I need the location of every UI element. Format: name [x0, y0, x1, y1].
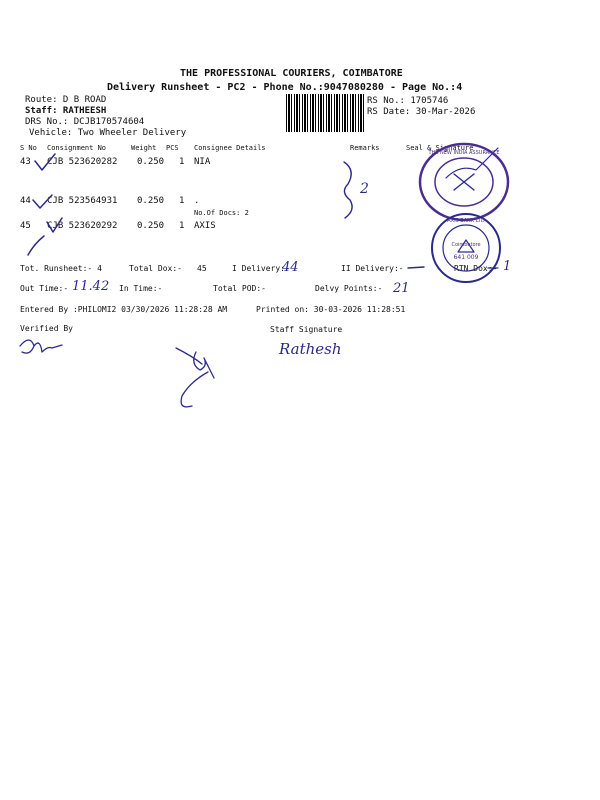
verified-by-signature — [20, 340, 62, 353]
route-label: Route: D B ROAD — [25, 95, 107, 105]
stamp2-pin: 641 009 — [453, 254, 479, 261]
remarks-bracket — [344, 162, 352, 218]
row-pcs: 1 — [179, 157, 185, 167]
insurance-seal-stamp — [416, 140, 512, 224]
bank-seal-stamp — [430, 212, 502, 284]
rs-date: RS Date: 30-Mar-2026 — [367, 107, 476, 117]
col-remarks: Remarks — [350, 144, 380, 152]
total-dox-value: 45 — [197, 264, 207, 273]
row-docs-note: No.Of Docs: 2 — [194, 209, 249, 217]
middle-signature — [176, 348, 214, 407]
barcode — [286, 94, 364, 132]
col-consignment: Consignment No — [47, 144, 107, 152]
row-pcs: 1 — [179, 196, 185, 206]
col-weight: Weight — [131, 144, 157, 152]
row-consignee: AXIS — [194, 221, 216, 231]
total-pod-label: Total POD:- — [213, 284, 266, 293]
out-time-label: Out Time:- — [20, 284, 69, 293]
tot-runsheet: Tot. Runsheet:- 4 — [20, 264, 102, 273]
row-consignment: CJB 523620292 — [47, 221, 118, 231]
entered-by: Entered By :PHILOMI2 03/30/2026 11:28:28 AM — [20, 305, 228, 314]
row-sno: 45 — [20, 221, 31, 231]
i-delivery-label: I Delivery:- — [232, 264, 290, 273]
handwritten-delvy-points: 21 — [393, 281, 410, 296]
stamp1-text: THE NEW INDIA ASSURANCE — [428, 150, 500, 156]
printed-on: Printed on: 30-03-2026 11:28:51 — [256, 305, 406, 314]
handwritten-remark: 2 — [360, 181, 369, 197]
row-sno: 43 — [20, 157, 31, 167]
col-sno: S No — [20, 144, 37, 152]
row-consignment: CJB 523564931 — [47, 196, 118, 206]
runsheet-title: Delivery Runsheet - PC2 - Phone No.:9047080280 - Page No.:4 — [107, 82, 463, 93]
row-consignee: NIA — [194, 157, 211, 167]
drs-number: DRS No.: DCJB170574604 — [25, 117, 145, 127]
rtn-dox-label: RTN Dox:- — [454, 264, 498, 273]
staff-label: Staff: RATHEESH — [25, 106, 107, 116]
staff-signature-label: Staff Signature — [270, 325, 343, 334]
total-dox-label: Total Dox:- — [129, 264, 182, 273]
row-weight: 0.250 — [137, 221, 165, 231]
handwritten-out-time: 11.42 — [72, 279, 110, 294]
seal-area-flourish — [446, 148, 498, 178]
row-weight: 0.250 — [137, 157, 165, 167]
row-weight: 0.250 — [137, 196, 165, 206]
col-consignee: Consignee Details — [194, 144, 266, 152]
handwritten-staff-signature: Rathesh — [279, 340, 342, 358]
row-consignee: . — [194, 196, 200, 206]
ii-delivery-dash — [408, 267, 424, 268]
row-consignment: CJB 523620282 — [47, 157, 118, 167]
vehicle-label: Vehicle: Two Wheeler Delivery — [29, 128, 187, 138]
verified-by-label: Verified By — [20, 324, 73, 333]
col-pcs: PCS — [166, 144, 179, 152]
col-seal: Seal & Signature — [406, 144, 474, 152]
stamp2-text: AXIS BANK LTD — [447, 218, 485, 224]
rs-number: RS No.: 1705746 — [367, 96, 449, 106]
stamp2-city: Coimbatore — [451, 242, 481, 248]
row-pcs: 1 — [179, 221, 185, 231]
delvy-points-label: Delvy Points:- — [315, 284, 383, 293]
in-time-label: In Time:- — [119, 284, 163, 293]
handwritten-i-delivery: 44 — [282, 260, 299, 275]
company-title: THE PROFESSIONAL COURIERS, COIMBATORE — [180, 68, 403, 79]
row-sno: 44 — [20, 196, 31, 206]
handwritten-rtn-dox: 1 — [503, 259, 512, 274]
ii-delivery-label: II Delivery:- — [341, 264, 404, 273]
